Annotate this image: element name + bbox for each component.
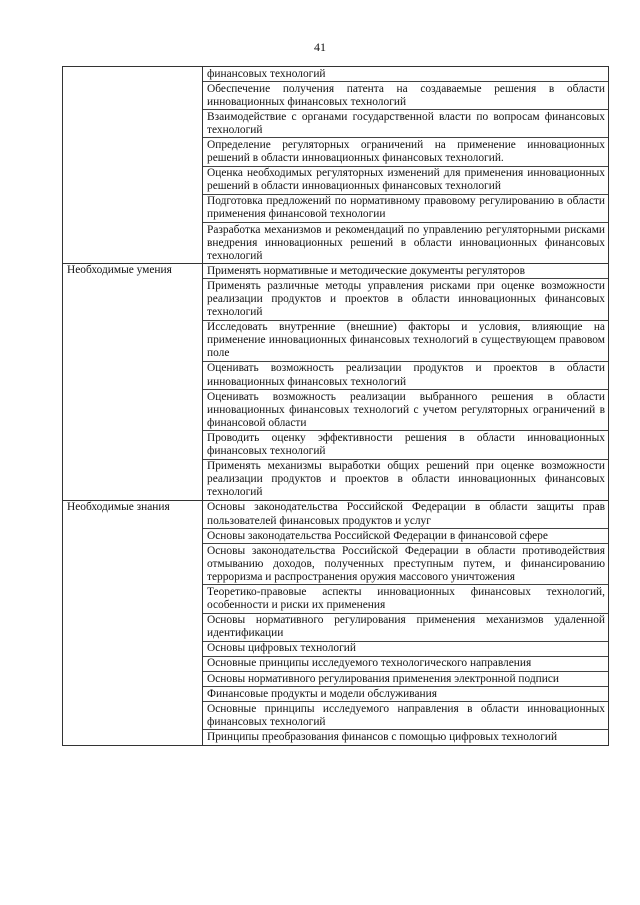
section-items-cell <box>203 67 609 264</box>
section-row-knowledge <box>63 500 609 745</box>
section-label-cell <box>63 500 203 745</box>
page-number: 41 <box>314 40 326 54</box>
list-item: Взаимодействие с органами государственной власти по вопросам финансовых технологий <box>203 110 608 138</box>
section-row-skills <box>63 264 609 501</box>
section-label: Необходимые знания <box>67 500 170 513</box>
list-item: Определение регуляторных ограничений на применение инновационных решений в области инновационных финансовых технологий. <box>203 138 608 166</box>
list-item: Основы законодательства Российской Федерации в области противодействия отмыванию доходов, полученных преступным путем, и финансированию терроризма и распространения оружия массового уничтожения <box>203 544 608 585</box>
section-label: Необходимые умения <box>67 264 172 277</box>
section-label-cell <box>63 264 203 501</box>
list-item: Разработка механизмов и рекомендаций по управлению регуляторными рисками внедрения инновационных решений в области инновационных финансовых технологий <box>207 223 605 262</box>
list-item: Основы законодательства Российской Федерации в области защиты прав пользователей финансовых продуктов и услуг <box>203 501 608 529</box>
section-row-activities <box>63 67 609 264</box>
list-item: Принципы преобразования финансов с помощью цифровых технологий <box>207 730 558 743</box>
list-item: финансовых технологий <box>203 67 608 82</box>
list-item: Теоретико-правовые аспекты инновационных финансовых технологий, особенности и риски их применения <box>203 585 608 613</box>
section-items-cell <box>203 500 609 745</box>
list-item: Основы нормативного регулирования применения электронной подписи <box>203 672 608 687</box>
section-label-cell <box>63 67 203 264</box>
list-item: Основы законодательства Российской Федерации в финансовой сфере <box>203 529 608 544</box>
list-item: Применять механизмы выработки общих решений при оценке возможности реализации продуктов и проектов в области инновационных финансовых технологий <box>207 460 605 499</box>
list-item: Финансовые продукты и модели обслуживания <box>203 687 608 702</box>
list-item: Проводить оценку эффективности решения в области инновационных финансовых технологий <box>203 431 608 459</box>
list-item: Оценка необходимых регуляторных изменений для применения инновационных решений в области инновационных финансовых технологий <box>203 167 608 195</box>
list-item: Оценивать возможность реализации продуктов и проектов в области инновационных финансовых технологий <box>203 362 608 390</box>
competency-table <box>62 66 609 746</box>
list-item: Основные принципы исследуемого направления в области инновационных финансовых технологий <box>203 702 608 730</box>
list-item: Оценивать возможность реализации выбранного решения в области инновационных финансовых технологий с учетом регуляторных ограничений в финансовой области <box>203 390 608 431</box>
list-item: Основы нормативного регулирования применения механизмов удаленной идентификации <box>203 614 608 642</box>
list-item: Обеспечение получения патента на создаваемые решения в области инновационных финансовых технологий <box>203 82 608 110</box>
list-item: Основы цифровых технологий <box>203 642 608 657</box>
list-item: Применять нормативные и методические документы регуляторов <box>203 264 608 279</box>
list-item: Применять различные методы управления рисками при оценке возможности реализации продуктов и проектов в области инновационных финансовых технологий <box>203 279 608 320</box>
list-item: Основные принципы исследуемого технологического направления <box>203 657 608 672</box>
list-item: Исследовать внутренние (внешние) факторы и условия, влияющие на применение инновационных финансовых технологий в существующем правовом поле <box>203 321 608 362</box>
section-items-cell <box>203 264 609 501</box>
list-item: Подготовка предложений по нормативному правовому регулированию в области применения финансовой технологии <box>203 195 608 223</box>
